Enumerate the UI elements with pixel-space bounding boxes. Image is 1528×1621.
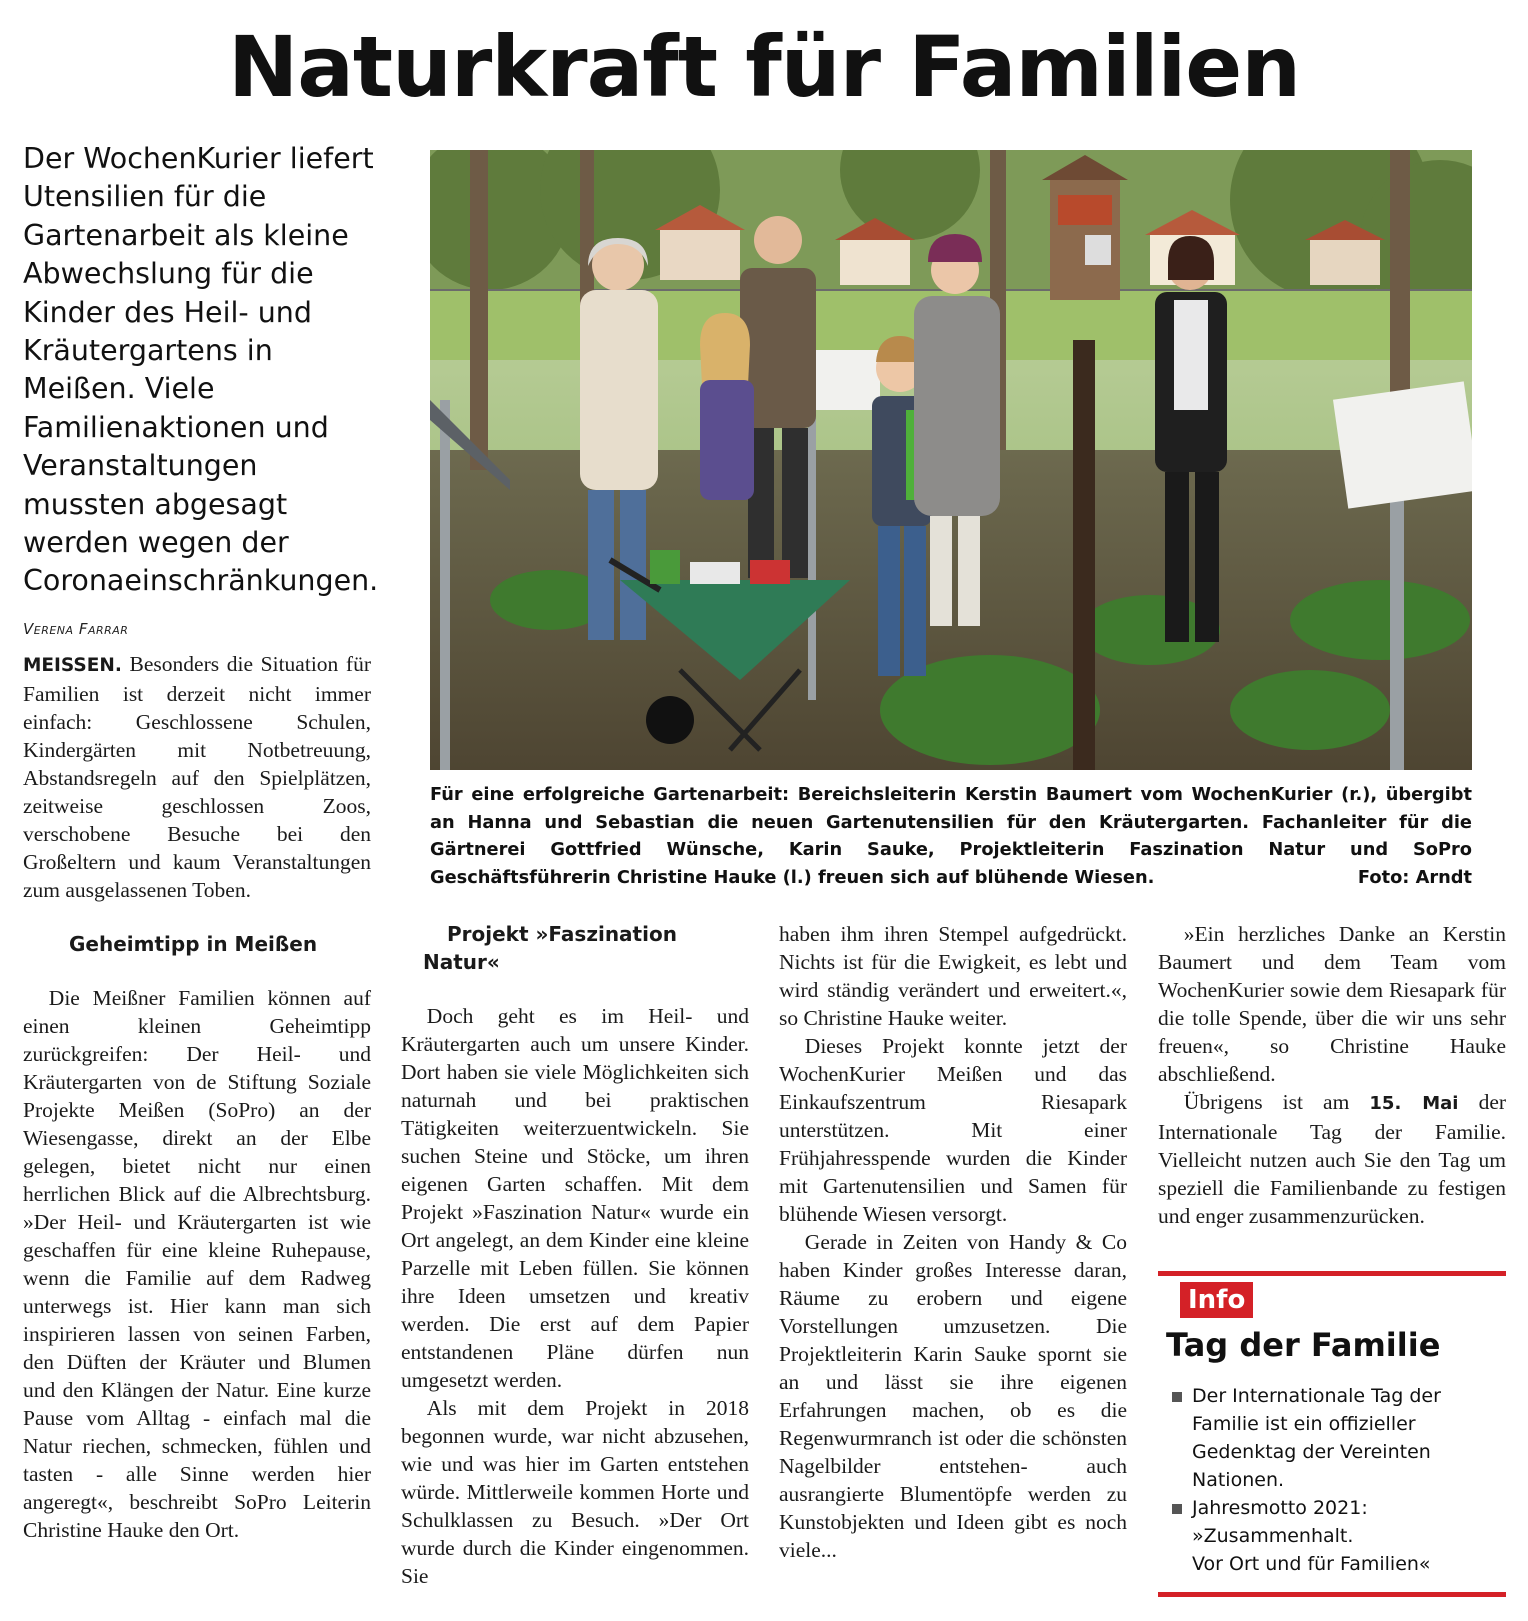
- col3-paragraph-1: haben ihm ihren Stempel aufgedrückt. Nichts ist für die Ewigkeit, es lebt und wird ständig verändert und erweitert.«, so Christine Hauke weiter.: [779, 922, 1127, 1030]
- column-3: [779, 920, 1127, 1564]
- col1-p1-text: Besonders die Situation für Familien ist derzeit nicht immer einfach: Geschlossene Schulen, Kindergärten mit Notbetreuung, Abstandsregeln auf den Spielplätzen, zeitweise geschlossen Zoos, verschobene Besuche bei den Großeltern und kaum Veranstaltungen zum ausgelassenen Toben.: [23, 652, 371, 902]
- column-1: [23, 650, 371, 1544]
- col2-paragraph-2: Als mit dem Projekt in 2018 begonnen wurde, war nicht abzusehen, wie und was hier im Garten entstehen würde. Mittlerweile kommen Horte und Schulklassen zu Besuch. »Der Ort wurde durch die Kinder eingenommen. Sie: [401, 1396, 749, 1588]
- info-item-1-text: Der Internationale Tag der Familie ist ein offizieller Gedenktag der Vereinten Nationen.: [1192, 1385, 1441, 1491]
- info-list-item: [1172, 1494, 1492, 1578]
- info-item-2-line-1: Jahresmotto 2021:: [1192, 1497, 1368, 1519]
- garden-photo-illustration: [430, 150, 1472, 770]
- square-bullet-icon: [1172, 1392, 1182, 1402]
- col4-paragraph-1: »Ein herzliches Danke an Kerstin Baumert und dem Team vom WochenKurier sowie dem Riesapark für die tolle Spende, über die wir uns sehr freuen«, so Christine Hauke abschließend.: [1158, 922, 1506, 1086]
- photo-caption: [430, 781, 1472, 891]
- col2-paragraph-1: Doch geht es im Heil- und Kräutergarten auch um unsere Kinder. Dort haben sie viele Möglichkeiten sich naturnah und bei praktischen Tätigkeiten weiterzuentwickeln. Sie suchen Steine und Stöcke, um ihren eigenen Garten schaffen. Mit dem Projekt »Faszination Natur« wurde ein Ort angelegt, an dem Kinder eine kleine Parzelle mit Leben füllen. Sie können ihre Ideen umsetzen und kreativ werden. Die erst auf dem Papier entstandenen Pläne dürfen nun umgesetzt werden.: [401, 1004, 749, 1392]
- info-list: [1172, 1382, 1492, 1578]
- info-item-2-line-3: Vor Ort und für Familien«: [1192, 1553, 1431, 1575]
- subhead-geheimtipp: Geheimtipp in Meißen: [69, 932, 318, 956]
- col4-p2-after: der Internationale Tag der Familie. Vielleicht nutzen auch Sie den Tag um speziell die Familienbande zu festigen und enger zusammenzurücken.: [1158, 1090, 1507, 1228]
- col4-p2-before: Übrigens ist am: [1183, 1090, 1350, 1114]
- column-4: [1158, 920, 1506, 1230]
- lead-paragraph: Der WochenKurier liefert Utensilien für die Gartenarbeit als kleine Abwechslung für die Kinder des Heil- und Kräutergartens in Meißen. Viele Familienaktionen und Veranstaltungen mussten abgesagt werden wegen der Coronaeinschränkungen.: [23, 142, 379, 598]
- col4-p2-date: 15. Mai: [1369, 1093, 1459, 1114]
- byline: Verena Farrar: [23, 620, 129, 638]
- info-title: Tag der Familie: [1166, 1326, 1441, 1364]
- photo-credit: Foto: Arndt: [1357, 866, 1472, 888]
- col1-paragraph-2: Die Meißner Familien können auf einen kleinen Geheimtipp zurückgreifen: Der Heil- und Kräutergarten von de Stiftung Soziale Projekte Meißen (SoPro) an der Wiesengasse, direkt an der Elbe gelegen, bietet nicht nur einen herrlichen Blick auf die Albrechtsburg. »Der Heil- und Kräutergarten ist wie geschaffen für eine kleine Ruhepause, wenn die Familie auf dem Radweg unterwegs ist. Hier kann man sich inspirieren lassen von seinen Farben, den Düften der Kräuter und Blumen und den Klängen der Natur. Eine kurze Pause vom Alltag - einfach mal die Natur riechen, schmecken, fühlen und tasten - alle Sinne werden hier angeregt«, beschreibt SoPro Leiterin Christine Hauke den Ort.: [23, 986, 371, 1542]
- info-box: [1158, 1271, 1506, 1597]
- col1-paragraph-1: [23, 650, 371, 904]
- headline: Naturkraft für Familien: [227, 18, 1301, 116]
- article-photo: [430, 150, 1472, 770]
- caption-text: Für eine erfolgreiche Gartenarbeit: Bereichsleiterin Kerstin Baumert vom WochenKurier (r.), übergibt an Hanna und Sebastian die neuen Gartenutensilien für den Kräutergarten. Fachanleiter für die Gärtnerei Gottfried Wünsche, Karin Sauke, Projektleiterin Faszination Natur und SoPro Geschäftsführerin Christine Hauke (l.) freuen sich auf blühende Wiesen.: [430, 784, 1472, 888]
- col3-paragraph-2: Dieses Projekt konnte jetzt der WochenKurier Meißen und das Einkaufszentrum Riesapark unterstützen. Mit einer Frühjahresspende wurden die Kinder mit Gartenutensilien und Samen für blühende Wiesen versorgt.: [779, 1034, 1127, 1226]
- column-2: [401, 920, 749, 1590]
- square-bullet-icon: [1172, 1504, 1182, 1514]
- info-badge: Info: [1180, 1282, 1253, 1318]
- dateline: MEISSEN.: [23, 655, 122, 676]
- col3-paragraph-3: Gerade in Zeiten von Handy & Co haben Kinder großes Interesse daran, Räume zu erobern und eigene Vorstellungen umzusetzen. Die Projektleiterin Karin Sauke spornt sie an und lässt sie ihre eigenen Erfahrungen machen, ob es die Regenwurmranch ist oder die schönsten Nagelbilder entstehen- auch ausrangierte Blumentöpfe werden zu Kunstobjekten und Ideen gibt es noch viele...: [779, 1230, 1127, 1562]
- col4-paragraph-2: [1158, 1088, 1506, 1230]
- subhead-faszination-natur: Projekt »Faszination Natur«: [423, 922, 677, 974]
- info-item-2-line-2: »Zusammenhalt.: [1192, 1525, 1354, 1547]
- info-list-item: [1172, 1382, 1492, 1494]
